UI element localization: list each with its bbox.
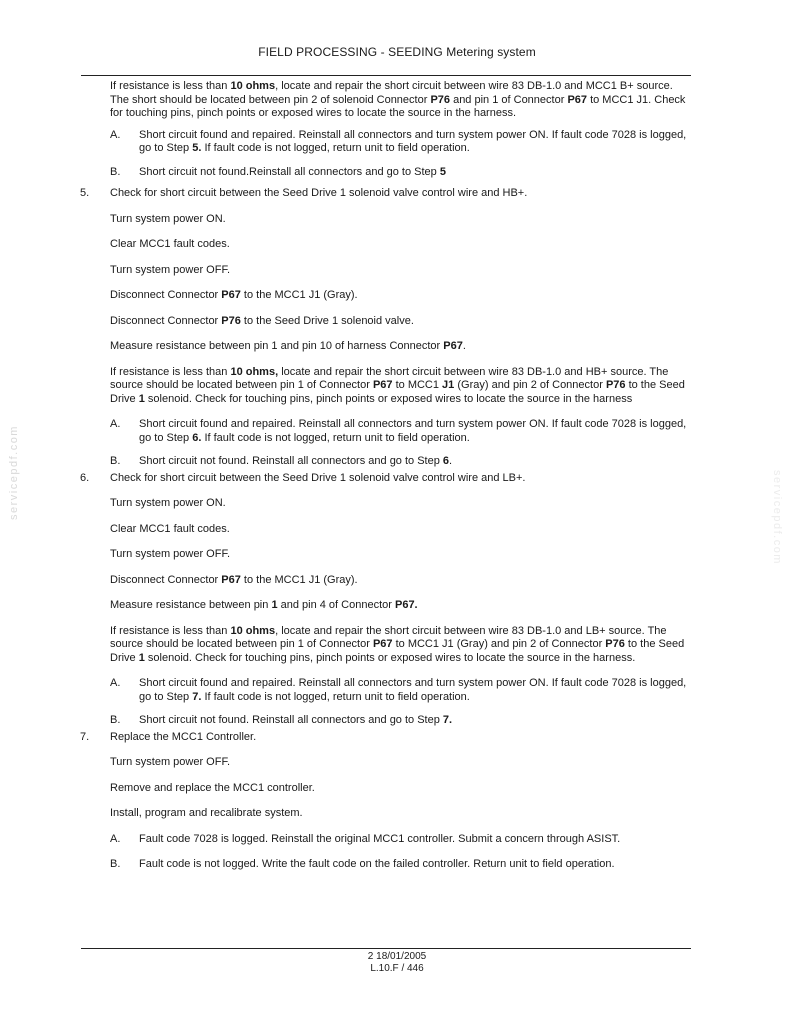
bold-text: J1 <box>442 379 455 391</box>
paragraph <box>0 574 690 588</box>
text-run: and pin 4 of Connector <box>277 599 395 611</box>
option-letter: B. <box>110 455 121 467</box>
bold-text: P76 <box>221 314 241 327</box>
option-item <box>0 833 692 847</box>
text-run: Fault code is not logged. Write the fault code on the failed controller. Return unit to field operation. <box>139 858 615 870</box>
text-run: Clear MCC1 fault codes. <box>110 522 230 535</box>
numbered-step <box>0 187 690 201</box>
bold-text: P67 <box>221 573 241 586</box>
bold-text: 1 <box>271 599 278 611</box>
watermark-right: servicepdf.com <box>771 470 783 565</box>
footer-rule <box>81 948 691 949</box>
option-item <box>0 166 692 180</box>
bold-text: P76 <box>605 638 625 650</box>
text-run: Short circuit not found. Reinstall all connectors and go to Step <box>139 455 443 467</box>
paragraph <box>0 599 690 613</box>
text-run: Short circuit not found.Reinstall all connectors and go to Step <box>139 165 440 178</box>
paragraph <box>0 497 690 511</box>
bold-text: 6. <box>192 431 202 444</box>
paragraph <box>0 625 690 666</box>
text-run: . <box>462 340 466 352</box>
text-run: (Gray) and pin 2 of Connector <box>454 379 606 391</box>
footer-date: 2 18/01/2005 <box>367 951 427 962</box>
text-run: Short circuit found and repaired. Reinstall all connectors and turn system power ON. If fault code 7028 is logged, go to Step <box>139 418 687 444</box>
text-run: to the Seed Drive 1 solenoid valve. <box>240 314 414 327</box>
bold-text: 1 <box>138 651 145 664</box>
paragraph <box>0 80 690 121</box>
bold-text: P67 <box>372 379 393 391</box>
paragraph <box>0 289 690 303</box>
bold-text: P76 <box>605 379 626 391</box>
text-run: If fault code is not logged, return unit to field operation. <box>201 431 470 444</box>
text-run: Turn system power ON. <box>110 212 226 225</box>
paragraph <box>0 366 690 407</box>
paragraph <box>0 756 690 770</box>
text-run: Short circuit found and repaired. Reinstall all connectors and turn system power ON. If fault code 7028 is logged, go to Step <box>139 128 687 154</box>
text-run: Short circuit not found. Reinstall all connectors and go to Step <box>139 714 443 726</box>
text-run: to MCC1 J1 (Gray) and pin 2 of Connector <box>392 638 606 650</box>
bold-text: 7. <box>442 714 453 726</box>
numbered-step <box>0 472 690 486</box>
paragraph <box>0 807 690 821</box>
text-run: to the MCC1 J1 (Gray). <box>240 573 358 586</box>
text-run: Check for short circuit between the Seed Drive 1 solenoid valve control wire and LB+. <box>110 471 526 484</box>
bold-text: 5 <box>439 165 446 178</box>
header-rule <box>81 75 691 76</box>
watermark-left: servicepdf.com <box>8 425 20 520</box>
option-item <box>0 455 692 469</box>
bold-text: 10 ohms <box>230 624 276 637</box>
text-run: Short circuit found and repaired. Reinstall all connectors and turn system power ON. If fault code 7028 is logged, go to Step <box>139 677 687 703</box>
text-run: If resistance is less than <box>110 624 231 637</box>
bold-text: 5. <box>192 142 202 154</box>
bold-text: 7. <box>192 690 202 703</box>
text-run: Turn system power OFF. <box>110 548 231 560</box>
text-run: Clear MCC1 fault codes. <box>110 238 230 250</box>
option-item <box>0 129 692 156</box>
text-run: Disconnect Connector <box>110 573 222 586</box>
text-run: Disconnect Connector <box>110 314 222 327</box>
text-run: and pin 1 of Connector <box>450 93 568 106</box>
option-item <box>0 418 692 445</box>
text-run: . <box>449 455 453 467</box>
option-item <box>0 714 692 728</box>
bold-text: 6 <box>442 455 450 467</box>
text-run: If fault code is not logged, return unit to field operation. <box>201 142 470 154</box>
text-run: locate and repair the short circuit between wire 83 DB-1.0 and HB+ source. The source should be located between pin 1 of Connector <box>110 365 669 391</box>
option-letter: B. <box>110 858 121 870</box>
paragraph <box>0 340 690 354</box>
step-number: 5. <box>80 187 90 199</box>
numbered-step <box>0 731 690 745</box>
text-run: solenoid. Check for touching pins, pinch points or exposed wires to locate the source in the harness <box>144 392 633 405</box>
paragraph <box>0 238 690 252</box>
footer-page-ref: L.10.F / 446 <box>370 963 424 974</box>
page-header: FIELD PROCESSING - SEEDING Metering system <box>258 45 536 59</box>
text-run: Turn system power OFF. <box>110 263 231 276</box>
bold-text: 1 <box>138 392 145 405</box>
step-number: 6. <box>80 471 90 484</box>
bold-text: P67. <box>394 599 418 611</box>
text-run: to MCC1 <box>392 379 443 391</box>
text-run: Fault code 7028 is logged. Reinstall the original MCC1 controller. Submit a concern through ASIST. <box>139 832 621 845</box>
text-run: , locate and repair the short circuit between wire 83 DB-1.0 and LB+ source. The source should be located between pin 1 of Connector <box>110 624 667 650</box>
text-run: Install, program and recalibrate system. <box>110 807 303 819</box>
bold-text: P67 <box>443 340 463 352</box>
option-letter: A. <box>110 832 121 845</box>
option-item <box>0 677 692 704</box>
text-run: Measure resistance between pin 1 and pin 10 of harness Connector <box>110 340 444 352</box>
text-run: Remove and replace the MCC1 controller. <box>110 781 315 794</box>
option-letter: A. <box>110 418 121 430</box>
paragraph <box>0 548 690 562</box>
option-letter: B. <box>110 165 121 178</box>
text-run: to the Seed Drive <box>110 379 685 405</box>
text-run: Disconnect Connector <box>110 289 222 301</box>
option-letter: B. <box>110 714 121 726</box>
text-run: Replace the MCC1 Controller. <box>110 730 257 743</box>
bold-text: P76 <box>430 93 451 106</box>
text-run: Turn system power ON. <box>110 497 226 509</box>
text-run: solenoid. Check for touching pins, pinch points or exposed wires to locate the source in the harness. <box>144 651 636 664</box>
option-item <box>0 858 692 872</box>
document-body <box>0 80 794 872</box>
paragraph <box>0 264 690 278</box>
paragraph <box>0 523 690 537</box>
bold-text: P67 <box>221 289 241 301</box>
text-run: If fault code is not logged, return unit to field operation. <box>201 690 470 703</box>
step-number: 7. <box>80 730 90 743</box>
paragraph <box>0 315 690 329</box>
text-run: If resistance is less than <box>110 365 231 378</box>
option-letter: A. <box>110 128 121 141</box>
text-run: to the Seed Drive <box>110 638 685 664</box>
paragraph <box>0 213 690 227</box>
text-run: If resistance is less than <box>110 80 231 92</box>
bold-text: P67 <box>372 638 393 650</box>
text-run: Measure resistance between pin <box>110 599 272 611</box>
text-run: to the MCC1 J1 (Gray). <box>240 289 358 301</box>
option-letter: A. <box>110 677 121 689</box>
page-footer <box>0 951 794 975</box>
bold-text: P67 <box>567 93 588 106</box>
text-run: Turn system power OFF. <box>110 756 231 768</box>
text-run: , locate and repair the short circuit between wire 83 DB-1.0 and MCC1 B+ source. The short should be located between pin 2 of solenoid Connector <box>110 80 673 106</box>
bold-text: 10 ohms <box>230 80 276 92</box>
paragraph <box>0 782 690 796</box>
text-run: Check for short circuit between the Seed Drive 1 solenoid valve control wire and HB+. <box>110 187 528 199</box>
bold-text: 10 ohms, <box>230 365 279 378</box>
text-run: to MCC1 J1. Check for touching pins, pinch points or exposed wires to locate the source in the harness. <box>110 93 686 119</box>
